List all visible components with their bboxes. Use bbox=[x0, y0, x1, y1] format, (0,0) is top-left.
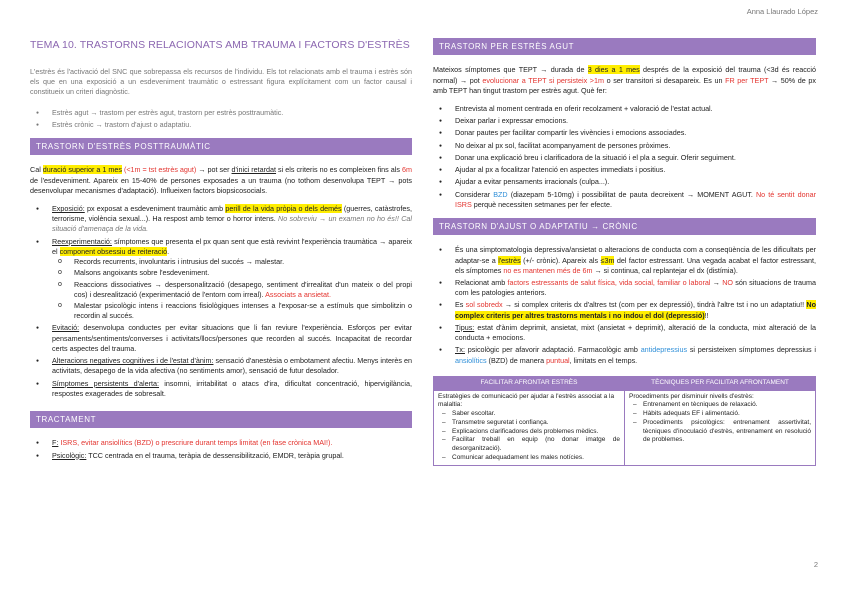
red-text: FR per TEPT bbox=[725, 75, 769, 85]
text-run: psicològic per afavorir adaptació. Farmacològic amb bbox=[464, 345, 641, 355]
text-run: → si complex criteris dx d'altres tst (com per ex depressió), tindrà l'altre tst i no un adaptatiu!! bbox=[502, 300, 807, 310]
item-label: Tx: bbox=[455, 345, 465, 355]
red-text: factors estressants de salut física, vida social, familiar o laboral bbox=[507, 278, 711, 287]
highlight-text: component obsessiu de reiteració bbox=[59, 246, 168, 256]
blue-text: BZD bbox=[493, 189, 508, 199]
text-run: o ser transitori si desapareix. Es un bbox=[603, 75, 726, 85]
highlight-text: l'estrès bbox=[498, 255, 521, 265]
text-run: (guerres, catàstrofes, terrorisme, violència sexual...). Ha respost amb temor o horror intens. bbox=[52, 204, 413, 224]
text-run: si persisteixen símptomes depressius i bbox=[687, 345, 817, 355]
page-title: TEMA 10. TRASTORNS RELACIONATS AMB TRAUMA I FACTORS D'ESTRÈS bbox=[30, 39, 410, 51]
text-run: Mateixos símptomes que TEPT → durada de bbox=[433, 65, 588, 75]
text-run: perquè necessiten setmanes per fer efecte. bbox=[471, 199, 613, 209]
list-item: ● Deixar parlar i expressar emocions. bbox=[433, 116, 816, 126]
blue-text: antidepressius bbox=[640, 345, 688, 355]
blue-text: ansiolítics bbox=[455, 355, 487, 365]
text-run: símptomes que presenta el px quan sent que està revivint l'experiència traumàtica → apareix el bbox=[52, 236, 412, 256]
list-item: ● Donar pautes per facilitar compartir les vivències i emocions associades. bbox=[433, 128, 816, 138]
item-label: Psicològic: bbox=[52, 450, 87, 460]
text-run: de l'esdeveniment. Apareix en 15-40% de persones exposades a un trauma (no tothom desenvolupa TEPT → pots desenvolupar mecanismes d'adaptació). Influeixen factors biopsicosocials. bbox=[30, 175, 412, 195]
list-item: ● Entrevista al moment centrada en oferir recolzament + valoració de l'estat actual. bbox=[433, 104, 816, 114]
red-text: Associats a ansietat. bbox=[265, 289, 332, 299]
cell-list bbox=[438, 410, 620, 463]
list-item: – Hàbits adequats EF i alimentació. bbox=[629, 410, 811, 419]
agut-list bbox=[433, 104, 816, 210]
list-item-exposicio bbox=[30, 204, 412, 235]
red-text: 6m bbox=[401, 165, 412, 175]
text-run: Cal bbox=[30, 165, 43, 175]
text-run: → pot ser bbox=[196, 165, 232, 175]
list-item-alerta bbox=[30, 379, 412, 399]
section-heading-agut: TRASTORN PER ESTRÈS AGUT bbox=[433, 38, 816, 55]
table-header: TÈCNIQUES PER FACILITAR AFRONTAMENT bbox=[625, 376, 816, 390]
text-run: Es bbox=[455, 300, 466, 310]
red-text: ISRS, evitar ansiolítics (BZD) o prescriure durant temps limitat (en fase crònica MAI!). bbox=[58, 438, 333, 448]
page-number: 2 bbox=[813, 560, 818, 570]
red-text: (<1m = tst estrès agut) bbox=[121, 165, 197, 175]
left-column bbox=[30, 38, 412, 463]
coping-table bbox=[433, 376, 816, 466]
list-item bbox=[433, 190, 816, 210]
table-header: FACILITAR AFRONTAR ESTRÈS bbox=[434, 376, 625, 390]
sub-item bbox=[52, 280, 412, 300]
item-label: Evitació: bbox=[52, 323, 80, 333]
red-text: no es mantenen més de 6m bbox=[503, 265, 593, 275]
list-item: – Transmetre seguretat i confiança. bbox=[438, 419, 620, 428]
list-item bbox=[433, 245, 816, 276]
section-heading-tractament: TRACTAMENT bbox=[30, 411, 412, 428]
red-text: puntual bbox=[546, 355, 570, 365]
item-label: Alteracions negatives cognitives i de l'estat d'ànim: bbox=[52, 356, 214, 366]
text-run: estat d'ànim deprimit, ansietat, mixt (ansietat + deprimit), alteració de la conducta, mixt alteració de la conducta + emocions. bbox=[455, 322, 816, 343]
red-text: evolucionar a TEPT si persisteix >1m bbox=[482, 75, 604, 85]
text-run: → si continua, cal replantejar el dx (distímia). bbox=[592, 265, 738, 275]
list-item: ● No deixar al px sol, facilitat acompanyament de persones pròximes. bbox=[433, 141, 816, 151]
red-text: sol sobredx bbox=[465, 300, 503, 310]
cell-list bbox=[629, 401, 811, 445]
list-item: – Saber escoltar. bbox=[438, 410, 620, 419]
item-label: Símptomes persistents d'alerta: bbox=[52, 378, 160, 388]
list-item bbox=[30, 438, 412, 448]
list-item-alteracions bbox=[30, 356, 412, 376]
tept-criteria-list bbox=[30, 204, 412, 399]
highlight-text: ≤3m bbox=[600, 255, 615, 265]
underlined-text: d'inici retardat bbox=[231, 165, 277, 175]
list-item-evitacio bbox=[30, 323, 412, 354]
item-label: Tipus: bbox=[455, 322, 475, 332]
text-run: , limitats en el temps. bbox=[569, 355, 638, 365]
table-cell bbox=[625, 390, 816, 465]
text-run: després de la exposició del trauma (<3d és reacció normal) → pot bbox=[433, 65, 816, 85]
list-item: ● Estrès crònic → trastorn d'ajust o adaptatiu. bbox=[30, 120, 412, 130]
list-item: – Procediments psicològics: entrenament assertivitat, tècniques d'inoculació d'estrès, entrenament en resolució de problemes. bbox=[629, 419, 811, 445]
text-run: . bbox=[167, 246, 170, 256]
cell-intro: Procediments per disminuir nivells d'estrès: bbox=[629, 392, 754, 400]
highlight-text: No complex criteris per altres trastorns mentals i no indou el dol (depressió) bbox=[455, 300, 816, 320]
tractament-list bbox=[30, 438, 412, 460]
text-run: TCC centrada en el trauma, teràpia de dessensibilització, EMDR, teràpia grupal. bbox=[86, 450, 344, 460]
list-item: – Explicacions clarificadores dels problemes mèdics. bbox=[438, 428, 620, 437]
text-run: del factor estressant. Una vegada acabat el factor estressant, els símptomes bbox=[455, 255, 816, 275]
note-text: No sobreviu → un examen no ho és!! Cal situació d'amenaça de la vida. bbox=[52, 214, 412, 234]
intro-paragraph: L'estrès és l'activació del SNC que sobrepassa els recursos de l'individu. Els tot relacionats amb el trauma i estrès són els que en una exposició a un esdeveniment traumàtic o estressant figura explícitament com un factor causal i constitueix un criteri diagnòstic. bbox=[30, 66, 412, 97]
red-text: No té sentit donar ISRS bbox=[455, 189, 816, 209]
list-item: ● Ajudar a evitar pensaments irracionals (culpa...). bbox=[433, 177, 816, 187]
text-run: px exposat a esdeveniment traumàtic amb bbox=[84, 204, 226, 214]
sub-item: o Malestar psicològic intens i reaccions fisiològiques intenses a l'exposar-se a estímuls que simbolitzin o recordin al succés. bbox=[52, 301, 412, 321]
right-column bbox=[433, 38, 816, 466]
list-item bbox=[433, 323, 816, 343]
list-item: – Comunicar adequadament les males notícies. bbox=[438, 454, 620, 463]
sub-item: o Records recurrents, involuntaris i intrusius del succés → malestar. bbox=[52, 257, 412, 267]
item-label: F: bbox=[52, 438, 59, 448]
item-label: Exposició: bbox=[52, 204, 85, 214]
list-item: ● Donar una explicació breu i clarificadora de la situació i el pla a seguir. Oferir seguiment. bbox=[433, 153, 816, 163]
list-item bbox=[433, 300, 816, 320]
list-item bbox=[30, 451, 412, 461]
tept-paragraph bbox=[30, 165, 412, 196]
ajust-list bbox=[433, 245, 816, 365]
item-label: Reexperimentació: bbox=[52, 236, 112, 246]
list-item bbox=[433, 278, 816, 298]
list-item: – Facilitar treball en equip (no donar imatge de desorganització). bbox=[438, 436, 620, 454]
text-run: si els criteris no es compleixen fins als bbox=[276, 165, 402, 175]
author-name: Anna Llaurado López bbox=[746, 7, 818, 16]
highlight-text: perill de la vida pròpia o dels demés bbox=[225, 204, 342, 214]
text-run: Reaccions dissociatives → despersonalització (desapego, sentiment d'irrealitat d'un mateix o del propi cos) i desrealització (experimentació de l'entorn com irreal). bbox=[74, 279, 412, 299]
text-run: sensació d'anestèsia o embotament afectiu. Menys interès en activitats, desapego de la vida afectiva (no sentiments amor), sensació de futur desolador. bbox=[52, 356, 412, 376]
section-heading-ajust: TRASTORN D'AJUST O ADAPTATIU → CRÒNIC bbox=[433, 218, 816, 235]
text-run: Relacionat amb bbox=[455, 278, 508, 287]
agut-paragraph bbox=[433, 65, 816, 96]
sub-list bbox=[52, 257, 412, 321]
text-run: !! bbox=[704, 310, 709, 320]
cell-intro: Estratègies de comunicació per ajudar a l'estrès associat a la malaltia: bbox=[438, 392, 615, 409]
sub-item: o Malsons angoixants sobre l'esdeveniment. bbox=[52, 268, 412, 278]
text-run: → 50% de px amb TEPT han tingut trastorn per estrès agut. Què fer: bbox=[433, 75, 816, 95]
text-run: són situacions de trauma com les patologies anteriors. bbox=[455, 278, 816, 298]
text-run: Considerar bbox=[455, 189, 494, 199]
text-run: (+/- crònic). Apareix als bbox=[520, 255, 601, 265]
list-item bbox=[433, 345, 816, 365]
text-run: → bbox=[710, 278, 723, 287]
highlight-text: duració superior a 1 mes bbox=[42, 165, 122, 175]
red-text: NO bbox=[722, 278, 733, 287]
list-item: ● Ajudar al px a focalitzar l'atenció en aspectes immediats i positius. bbox=[433, 165, 816, 175]
text-run: desenvolupa conductes per evitar situacions que li fan reviure l'experiència. Esforços per evitar pensaments/sentiments/converses i activitats/llocs/persones que recorden al succés. Incapacitat de recordar certs aspectes del trauma. bbox=[52, 323, 412, 353]
table-cell bbox=[434, 390, 625, 465]
section-heading-tept: TRASTORN D'ESTRÈS POSTTRAUMÀTIC bbox=[30, 138, 412, 155]
intro-list bbox=[30, 108, 412, 130]
text-run: insomni, irritabilitat o atacs d'ira, dificultat concentració, hipervigilància, respostes exagerades de sobresalt. bbox=[52, 378, 412, 398]
highlight-text: 3 dies a 1 mes bbox=[587, 65, 640, 75]
list-item: – Entrenament en tècniques de relaxació. bbox=[629, 401, 811, 410]
list-item: ● Estrès agut → trastorn per estrès agut, trastorn per estrès posttraumàtic. bbox=[30, 108, 412, 118]
text-run: (diazepam 5-10mg) i possibilitat de pauta decreixent → MOMENT AGUT. bbox=[507, 189, 756, 199]
text-run: (BZD) de manera bbox=[486, 355, 547, 365]
text-run: És una simptomatologia depressiva/ansietat o alteracions de conducta com a conseqüència de les dificultats per adaptar-se a bbox=[455, 245, 816, 265]
list-item-reexperimentacio bbox=[30, 237, 412, 322]
